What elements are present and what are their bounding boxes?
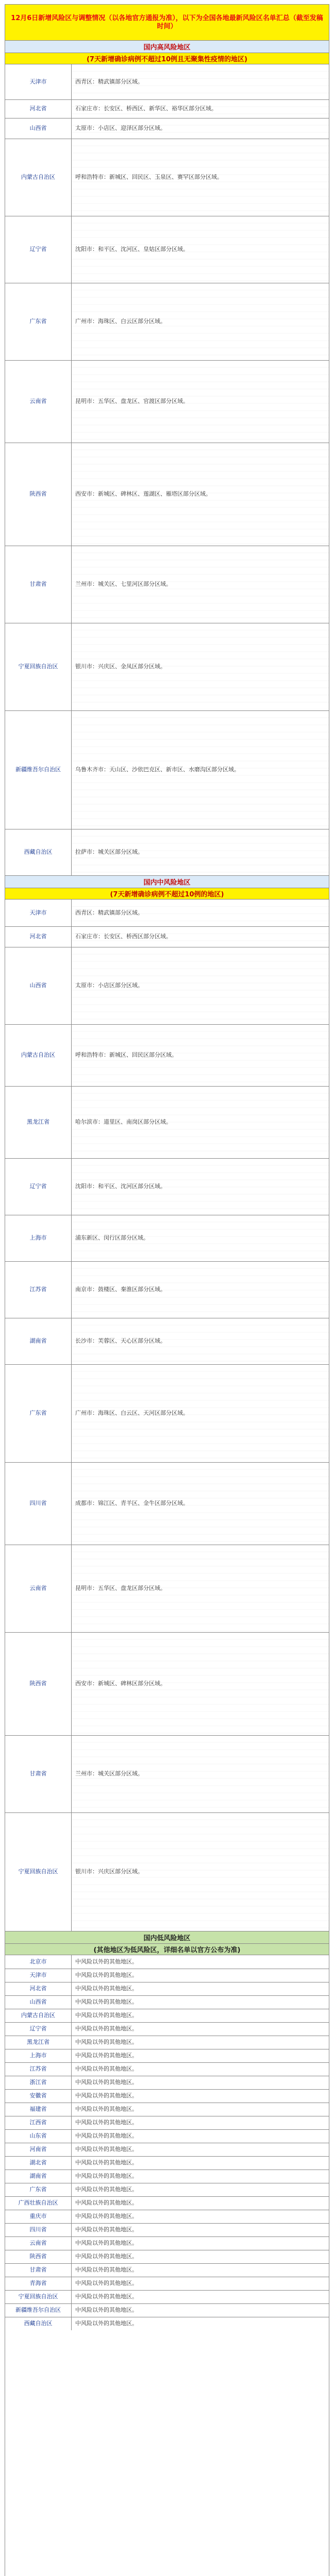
- province-cell: 辽宁省: [5, 216, 72, 283]
- area-cell: [72, 2183, 329, 2196]
- table-row: [5, 2263, 329, 2277]
- area-text: 中风险以外的其他地区。: [75, 2025, 138, 2032]
- province-cell: 江西省: [5, 2116, 72, 2129]
- province-cell: 浙江省: [5, 2076, 72, 2089]
- table-row: [5, 283, 329, 360]
- area-cell: [72, 2143, 329, 2156]
- area-cell: [72, 2116, 329, 2129]
- province-cell: 上海市: [5, 2049, 72, 2062]
- section-title: 国内高风险地区: [143, 44, 191, 52]
- area-cell: [72, 2089, 329, 2103]
- area-text: 中风险以外的其他地区。: [75, 2320, 138, 2327]
- area-text: 中风险以外的其他地区。: [75, 2012, 138, 2019]
- province-cell: 安徽省: [5, 2089, 72, 2103]
- area-cell: [72, 1024, 329, 1086]
- area-cell: [72, 2236, 329, 2250]
- table-row: [5, 1364, 329, 1462]
- area-cell: [72, 926, 329, 947]
- area-cell: [72, 1462, 329, 1545]
- table-row: [5, 2223, 329, 2236]
- section-medium-title: [5, 876, 329, 888]
- area-cell: [72, 2223, 329, 2236]
- province-cell: 山东省: [5, 2129, 72, 2143]
- section-high-subtitle: [5, 53, 329, 64]
- table-row: [5, 1632, 329, 1735]
- section-low-title: [5, 1931, 329, 1944]
- province-cell: 陕西省: [5, 1632, 72, 1735]
- top-banner-text: 12月6日新增风险区与调整情况（以各地官方通报为准），以下为全国各地最新风险区名单汇总（截至发稿时间）: [11, 14, 323, 30]
- province-cell: 广东省: [5, 2183, 72, 2196]
- area-text: 太原市：小店区部分区域。: [75, 982, 143, 989]
- area-cell: [72, 1158, 329, 1215]
- table-row: [5, 2236, 329, 2250]
- table-row: [5, 2089, 329, 2103]
- area-cell: [72, 1086, 329, 1158]
- province-cell: 黑龙江省: [5, 2036, 72, 2049]
- table-row: [5, 139, 329, 216]
- province-cell: 山西省: [5, 118, 72, 139]
- area-text: 中风险以外的其他地区。: [75, 2213, 138, 2219]
- province-cell: 湖南省: [5, 2170, 72, 2183]
- area-cell: [72, 64, 329, 99]
- table-row: [5, 2062, 329, 2076]
- area-text: 西青区：精武镇部分区域。: [75, 78, 143, 85]
- area-text: 哈尔滨市：道里区、南岗区部分区域。: [75, 1118, 172, 1125]
- area-text: 拉萨市：城关区部分区域。: [75, 849, 143, 856]
- province-cell: 山西省: [5, 1995, 72, 2009]
- table-row: [5, 2183, 329, 2196]
- area-cell: [72, 1995, 329, 2009]
- table-row: [5, 2022, 329, 2036]
- area-text: 中风险以外的其他地区。: [75, 2065, 138, 2072]
- area-cell: [72, 1261, 329, 1318]
- table-row: [5, 947, 329, 1024]
- area-text: 中风险以外的其他地区。: [75, 2240, 138, 2246]
- table-row: [5, 1158, 329, 1215]
- top-banner: [5, 5, 329, 41]
- section-subtitle: (7天新增确诊病例不超过10例且无聚集性疫情的地区): [86, 56, 248, 63]
- area-text: 昆明市：五华区、盘龙区、官渡区部分区域。: [75, 398, 189, 404]
- area-text: 兰州市：城关区部分区域。: [75, 1770, 143, 1777]
- area-text: 成都市：锦江区、青羊区、金牛区部分区域。: [75, 1500, 189, 1506]
- table-row: [5, 623, 329, 710]
- area-text: 沈阳市：和平区、沈河区部分区域。: [75, 1183, 166, 1190]
- risk-table: [5, 1955, 329, 2330]
- area-text: 西青区：精武镇部分区域。: [75, 909, 143, 916]
- area-text: 中风险以外的其他地区。: [75, 2307, 138, 2313]
- table-row: [5, 1812, 329, 1931]
- area-text: 中风险以外的其他地区。: [75, 2146, 138, 2153]
- area-text: 中风险以外的其他地区。: [75, 1972, 138, 1978]
- area-cell: [72, 2022, 329, 2036]
- area-text: 银川市：兴庆区、金凤区部分区域。: [75, 663, 166, 670]
- province-cell: 云南省: [5, 2236, 72, 2250]
- area-text: 中风险以外的其他地区。: [75, 1998, 138, 2005]
- table-row: [5, 2036, 329, 2049]
- table-row: [5, 360, 329, 443]
- area-text: 昆明市：五华区、盘龙区部分区域。: [75, 1585, 166, 1591]
- table-row: [5, 99, 329, 118]
- area-text: 兰州市：城关区、七里河区部分区域。: [75, 581, 172, 587]
- province-cell: 广东省: [5, 283, 72, 360]
- province-cell: 河南省: [5, 2143, 72, 2156]
- province-cell: 云南省: [5, 360, 72, 443]
- document: [5, 4, 329, 2576]
- area-text: 中风险以外的其他地区。: [75, 2106, 138, 2112]
- area-text: 中风险以外的其他地区。: [75, 2052, 138, 2059]
- section-subtitle: (其他地区为低风险区，详细名单以官方公布为准): [93, 1946, 241, 1954]
- province-cell: 江苏省: [5, 2062, 72, 2076]
- table-row: [5, 2143, 329, 2156]
- province-cell: 湖南省: [5, 1318, 72, 1364]
- province-cell: 天津市: [5, 900, 72, 926]
- area-text: 中风险以外的其他地区。: [75, 2092, 138, 2099]
- table-row: [5, 1462, 329, 1545]
- table-row: [5, 2290, 329, 2303]
- area-cell: [72, 2210, 329, 2223]
- area-cell: [72, 1318, 329, 1364]
- area-cell: [72, 2156, 329, 2170]
- area-cell: [72, 1955, 329, 1969]
- table-row: [5, 1024, 329, 1086]
- area-text: 中风险以外的其他地区。: [75, 2173, 138, 2179]
- table-row: [5, 829, 329, 875]
- risk-table: [5, 64, 329, 875]
- table-row: [5, 1735, 329, 1812]
- area-text: 长沙市：芙蓉区、天心区部分区域。: [75, 1337, 166, 1344]
- table-row: [5, 1955, 329, 1969]
- table-row: [5, 2156, 329, 2170]
- table-row: [5, 710, 329, 829]
- table-row: [5, 2277, 329, 2290]
- area-text: 石家庄市：长安区、桥西区、新华区、裕华区部分区域。: [75, 105, 217, 112]
- province-cell: 辽宁省: [5, 2022, 72, 2036]
- section-low-table: [5, 1955, 329, 2330]
- area-cell: [72, 1982, 329, 1995]
- area-text: 中风险以外的其他地区。: [75, 2132, 138, 2139]
- area-text: 中风险以外的其他地区。: [75, 2186, 138, 2193]
- area-cell: [72, 546, 329, 623]
- area-cell: [72, 2129, 329, 2143]
- table-row: [5, 2303, 329, 2317]
- area-text: 中风险以外的其他地区。: [75, 2159, 138, 2166]
- section-medium-subtitle: [5, 888, 329, 900]
- table-row: [5, 926, 329, 947]
- area-text: 中风险以外的其他地区。: [75, 2226, 138, 2233]
- province-cell: 内蒙古自治区: [5, 139, 72, 216]
- area-text: 浦东新区、闵行区部分区域。: [75, 1234, 149, 1241]
- province-cell: 四川省: [5, 1462, 72, 1545]
- province-cell: 河北省: [5, 926, 72, 947]
- province-cell: 天津市: [5, 64, 72, 99]
- province-cell: 天津市: [5, 1969, 72, 1982]
- province-cell: 广东省: [5, 1364, 72, 1462]
- table-row: [5, 1982, 329, 1995]
- area-text: 西安市：新城区、碑林区部分区域。: [75, 1680, 166, 1687]
- area-cell: [72, 1632, 329, 1735]
- area-text: 乌鲁木齐市：天山区、沙依巴克区、新市区、水磨沟区部分区域。: [75, 766, 240, 773]
- area-cell: [72, 2250, 329, 2263]
- table-row: [5, 1261, 329, 1318]
- table-row: [5, 2076, 329, 2089]
- area-cell: [72, 2317, 329, 2330]
- area-cell: [72, 443, 329, 546]
- province-cell: 河北省: [5, 1982, 72, 1995]
- province-cell: 陕西省: [5, 443, 72, 546]
- area-cell: [72, 283, 329, 360]
- table-row: [5, 1995, 329, 2009]
- area-text: 呼和浩特市：新城区、回民区部分区域。: [75, 1052, 177, 1058]
- province-cell: 宁夏回族自治区: [5, 623, 72, 710]
- province-cell: 广西壮族自治区: [5, 2196, 72, 2210]
- province-cell: 甘肃省: [5, 546, 72, 623]
- risk-table: [5, 900, 329, 1931]
- province-cell: 福建省: [5, 2103, 72, 2116]
- table-row: [5, 1969, 329, 1982]
- province-cell: 陕西省: [5, 2250, 72, 2263]
- area-text: 中风险以外的其他地区。: [75, 2280, 138, 2286]
- area-text: 中风险以外的其他地区。: [75, 1985, 138, 1992]
- area-text: 中风险以外的其他地区。: [75, 2119, 138, 2126]
- area-cell: [72, 2076, 329, 2089]
- table-row: [5, 2170, 329, 2183]
- area-text: 银川市：兴庆区部分区域。: [75, 1868, 143, 1875]
- province-cell: 西藏自治区: [5, 829, 72, 875]
- area-cell: [72, 2049, 329, 2062]
- province-cell: 辽宁省: [5, 1158, 72, 1215]
- area-cell: [72, 947, 329, 1024]
- area-cell: [72, 1969, 329, 1982]
- area-cell: [72, 829, 329, 875]
- area-cell: [72, 1735, 329, 1812]
- table-row: [5, 900, 329, 926]
- province-cell: 黑龙江省: [5, 1086, 72, 1158]
- province-cell: 青海省: [5, 2277, 72, 2290]
- area-text: 石家庄市：长安区、桥西区部分区域。: [75, 933, 172, 940]
- area-cell: [72, 2062, 329, 2076]
- table-row: [5, 546, 329, 623]
- province-cell: 河北省: [5, 99, 72, 118]
- area-text: 西安市：新城区、碑林区、莲湖区、雁塔区部分区域。: [75, 490, 211, 497]
- area-cell: [72, 1545, 329, 1632]
- section-high-table: [5, 64, 329, 876]
- area-cell: [72, 2277, 329, 2290]
- area-cell: [72, 2290, 329, 2303]
- area-cell: [72, 118, 329, 139]
- area-cell: [72, 2263, 329, 2277]
- table-row: [5, 118, 329, 139]
- area-cell: [72, 710, 329, 829]
- area-cell: [72, 216, 329, 283]
- area-text: 太原市：小店区、迎泽区部分区域。: [75, 125, 166, 131]
- table-row: [5, 2210, 329, 2223]
- area-text: 广州市：海珠区、白云区部分区域。: [75, 318, 166, 325]
- area-cell: [72, 360, 329, 443]
- table-row: [5, 2103, 329, 2116]
- table-row: [5, 2196, 329, 2210]
- area-cell: [72, 900, 329, 926]
- area-text: 呼和浩特市：新城区、回民区、玉泉区、赛罕区部分区域。: [75, 174, 223, 180]
- table-row: [5, 2317, 329, 2330]
- section-low-subtitle: [5, 1944, 329, 1955]
- table-row: [5, 2116, 329, 2129]
- province-cell: 北京市: [5, 1955, 72, 1969]
- province-cell: 宁夏回族自治区: [5, 1812, 72, 1931]
- table-row: [5, 1545, 329, 1632]
- area-cell: [72, 99, 329, 118]
- area-cell: [72, 2009, 329, 2022]
- area-cell: [72, 2196, 329, 2210]
- province-cell: 内蒙古自治区: [5, 2009, 72, 2022]
- table-row: [5, 216, 329, 283]
- table-row: [5, 2129, 329, 2143]
- area-text: 中风险以外的其他地区。: [75, 2266, 138, 2273]
- province-cell: 西藏自治区: [5, 2317, 72, 2330]
- province-cell: 内蒙古自治区: [5, 1024, 72, 1086]
- section-medium-table: [5, 900, 329, 1931]
- province-cell: 湖北省: [5, 2156, 72, 2170]
- area-cell: [72, 2303, 329, 2317]
- section-title: 国内低风险地区: [143, 1935, 191, 1942]
- province-cell: 四川省: [5, 2223, 72, 2236]
- province-cell: 新疆维吾尔自治区: [5, 710, 72, 829]
- area-cell: [72, 2170, 329, 2183]
- province-cell: 江苏省: [5, 1261, 72, 1318]
- area-cell: [72, 139, 329, 216]
- area-cell: [72, 1364, 329, 1462]
- table-row: [5, 64, 329, 99]
- area-text: 南京市：鼓楼区、秦淮区部分区域。: [75, 1286, 166, 1293]
- table-row: [5, 2250, 329, 2263]
- section-subtitle: (7天新增确诊病例不超过10例的地区): [110, 891, 224, 899]
- area-text: 中风险以外的其他地区。: [75, 2253, 138, 2260]
- section-title: 国内中风险地区: [143, 879, 191, 887]
- area-text: 中风险以外的其他地区。: [75, 2079, 138, 2086]
- table-row: [5, 2009, 329, 2022]
- area-cell: [72, 623, 329, 710]
- province-cell: 宁夏回族自治区: [5, 2290, 72, 2303]
- area-text: 中风险以外的其他地区。: [75, 1958, 138, 1965]
- area-text: 中风险以外的其他地区。: [75, 2293, 138, 2300]
- area-text: 沈阳市：和平区、沈河区、皇姑区部分区域。: [75, 246, 189, 252]
- area-cell: [72, 1215, 329, 1261]
- table-row: [5, 1086, 329, 1158]
- province-cell: 甘肃省: [5, 1735, 72, 1812]
- area-cell: [72, 2036, 329, 2049]
- area-cell: [72, 2103, 329, 2116]
- area-text: 中风险以外的其他地区。: [75, 2039, 138, 2045]
- province-cell: 山西省: [5, 947, 72, 1024]
- area-text: 广州市：海珠区、白云区、天河区部分区域。: [75, 1410, 189, 1416]
- province-cell: 新疆维吾尔自治区: [5, 2303, 72, 2317]
- section-high-title: [5, 41, 329, 53]
- province-cell: 甘肃省: [5, 2263, 72, 2277]
- table-row: [5, 443, 329, 546]
- province-cell: 云南省: [5, 1545, 72, 1632]
- table-row: [5, 1318, 329, 1364]
- province-cell: 上海市: [5, 1215, 72, 1261]
- area-cell: [72, 1812, 329, 1931]
- province-cell: 重庆市: [5, 2210, 72, 2223]
- table-row: [5, 1215, 329, 1261]
- table-row: [5, 2049, 329, 2062]
- area-text: 中风险以外的其他地区。: [75, 2199, 138, 2206]
